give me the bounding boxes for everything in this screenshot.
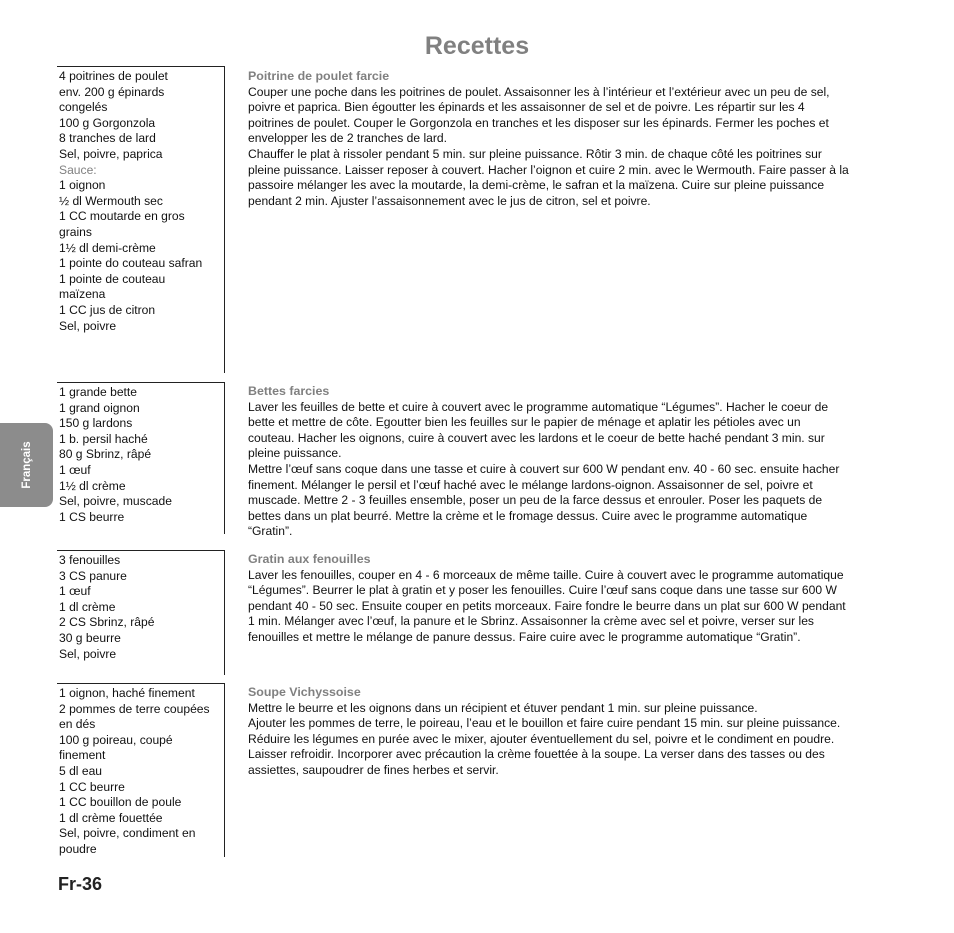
method-paragraph: Mettre le beurre et les oignons dans un récipient et étuver pendant 1 min. sur pleine puissance.: [248, 700, 758, 715]
ingredient: 150 g lardons: [59, 416, 133, 431]
ingredients-list: [57, 382, 225, 534]
ingredient: 5 dl eau: [59, 763, 103, 778]
ingredient: finement: [59, 748, 106, 763]
ingredient: 100 g poireau, coupé: [59, 732, 173, 747]
sauce-subheading: Sauce:: [59, 162, 97, 177]
ingredient: 30 g beurre: [59, 630, 121, 645]
ingredient: 1 œuf: [59, 584, 91, 599]
recipe-method: [248, 552, 874, 646]
ingredient: 4 poitrines de poulet: [59, 69, 168, 83]
ingredient: 1 CS beurre: [59, 509, 125, 524]
ingredient: 1 grand oignon: [59, 400, 140, 415]
ingredient: 1 CC bouillon de poule: [59, 795, 182, 810]
page-number: Fr-36: [58, 874, 103, 894]
page-title: Recettes: [424, 32, 530, 60]
ingredient: 1 dl crème fouettée: [59, 810, 163, 825]
ingredient: 1 pointe do couteau safran: [59, 256, 203, 271]
ingredient: maïzena: [59, 287, 106, 302]
ingredient: 1 b. persil haché: [59, 431, 148, 446]
ingredient: 3 CS panure: [59, 568, 127, 583]
ingredients-list: [57, 550, 225, 675]
ingredient: 1½ dl demi-crème: [59, 240, 156, 255]
ingredient: Sel, poivre: [59, 318, 117, 333]
recipe-title: Soupe Vichyssoise: [248, 685, 361, 699]
ingredient: 80 g Sbrinz, râpé: [59, 447, 152, 462]
method-paragraph: Couper une poche dans les poitrines de poulet. Assaisonner les à l’intérieur et l’extérieur avec un peu de sel, poivre et paprica. Bien égoutter les épinards et les assaisonner de sel et de poivre. Les répartir sur les 4 poitrines de poulet. Couper le Gorgonzola en tranches et les disposer sur les épinards. Fermer les poches et envelopper les de 2 tranches de lard.: [248, 84, 830, 146]
ingredient: 1 dl crème: [59, 599, 116, 614]
language-tab: [0, 423, 53, 507]
ingredient: ½ dl Wermouth sec: [59, 193, 163, 208]
ingredient: 1 grande bette: [59, 385, 138, 399]
ingredient: 1½ dl crème: [59, 478, 126, 493]
recipe-title: Gratin aux fenouilles: [248, 552, 371, 566]
language-tab-label: Français: [20, 441, 33, 489]
ingredients-list: [57, 66, 225, 373]
ingredient: en dés: [59, 717, 96, 732]
method-paragraph: Mettre l’œuf sans coque dans une tasse et cuire à couvert sur 600 W pendant env. 40 - 60 sec. ensuite hacher finement. Mélanger le persil et l’œuf haché avec le mélange lardons-oignon. Assaisonner de sel, poivre et muscade. Mettre 2 - 3 feuilles ensemble, poser un peu de la farce dessus et enrouler. Poser les paquets de bettes dans un plat beurré. Mettre la crème et le fromage dessus. Cuire avec le programme automatique “Gratin”.: [248, 461, 840, 539]
ingredient: 1 pointe de couteau: [59, 271, 166, 286]
recipe-method: [248, 69, 874, 209]
ingredient: congelés: [59, 100, 108, 115]
ingredient: 3 fenouilles: [59, 553, 121, 567]
ingredient: grains: [59, 224, 92, 239]
ingredient: Sel, poivre: [59, 646, 117, 661]
method-paragraph: Ajouter les pommes de terre, le poireau, l’eau et le bouillon et faire cuire pendant 15 min. sur pleine puissance. Réduire les légumes en purée avec le mixer, ajouter éventuellement du sel, poivre et le condiment en poudre. Laisser refroidir. Incorporer avec précaution la crème fouettée à la soupe. La verser dans des tasses ou des assiettes, saupoudrer de fines herbes et servir.: [248, 716, 841, 777]
ingredient: Sel, poivre, paprica: [59, 146, 163, 161]
ingredient: Sel, poivre, condiment en: [59, 826, 196, 841]
ingredient: 1 oignon: [59, 178, 106, 193]
ingredient: 2 CS Sbrinz, râpé: [59, 615, 155, 630]
ingredient: env. 200 g épinards: [59, 84, 165, 99]
method-paragraph: Laver les feuilles de bette et cuire à couvert avec le programme automatique “Légumes”. Hacher le coeur de bette et mettre de côte. Egoutter bien les feuilles sur le papier de ménage et aplatir les pétioles avec un couteau. Hacher les oignons, cuire à couvert avec les lardons et le coeur de bette haché pendant 3 min. sur pleine puissance.: [248, 399, 829, 461]
ingredients-list: [57, 683, 225, 857]
recipe-title: Poitrine de poulet farcie: [248, 69, 390, 83]
ingredient: 1 CC moutarde en gros: [59, 209, 185, 224]
ingredient: 2 pommes de terre coupées: [59, 701, 210, 716]
recipe-title: Bettes farcies: [248, 384, 330, 398]
method-paragraph: Laver les fenouilles, couper en 4 - 6 morceaux de même taille. Cuire à couvert avec le programme automatique “Légumes”. Beurrer le plat à gratin et y poser les fenouilles. Cuire l’œuf sans coque dans une tasse sur 600 W pendant 40 - 50 sec. Ensuite couper en petits morceaux. Faire fondre le beurre dans un plat sur 600 W pendant 1 min. Mélanger avec l’œuf, la panure et le Sbrinz. Assaisonner la crème avec sel et poivre, verser sur les fenouilles et mettre le mélange de panure dessus. Faire cuire avec le programme automatique “Gratin”.: [248, 567, 846, 644]
recipe-method: [248, 685, 874, 779]
ingredient: 8 tranches de lard: [59, 131, 156, 146]
ingredient: 1 œuf: [59, 462, 91, 477]
ingredient: 1 CC jus de citron: [59, 302, 156, 317]
ingredient: poudre: [59, 841, 97, 856]
ingredient: 100 g Gorgonzola: [59, 115, 156, 130]
method-paragraph: Chauffer le plat à rissoler pendant 5 min. sur pleine puissance. Rôtir 3 min. de chaque côté les poitrines sur pleine puissance. Laisser reposer à couvert. Hacher l’oignon et cuire 2 min. avec le Wermouth. Faire passer à la passoire mélanger les avec la moutarde, la demi-crème, le safran et la maïzena. Cuire sur pleine puissance pendant 2 min. Ajuster l’assaisonnement avec le jus de citron, sel et poivre.: [248, 146, 849, 208]
ingredient: Sel, poivre, muscade: [59, 494, 172, 509]
recipe-method: [248, 384, 874, 540]
ingredient: 1 CC beurre: [59, 779, 125, 794]
ingredient: 1 oignon, haché finement: [59, 686, 195, 700]
